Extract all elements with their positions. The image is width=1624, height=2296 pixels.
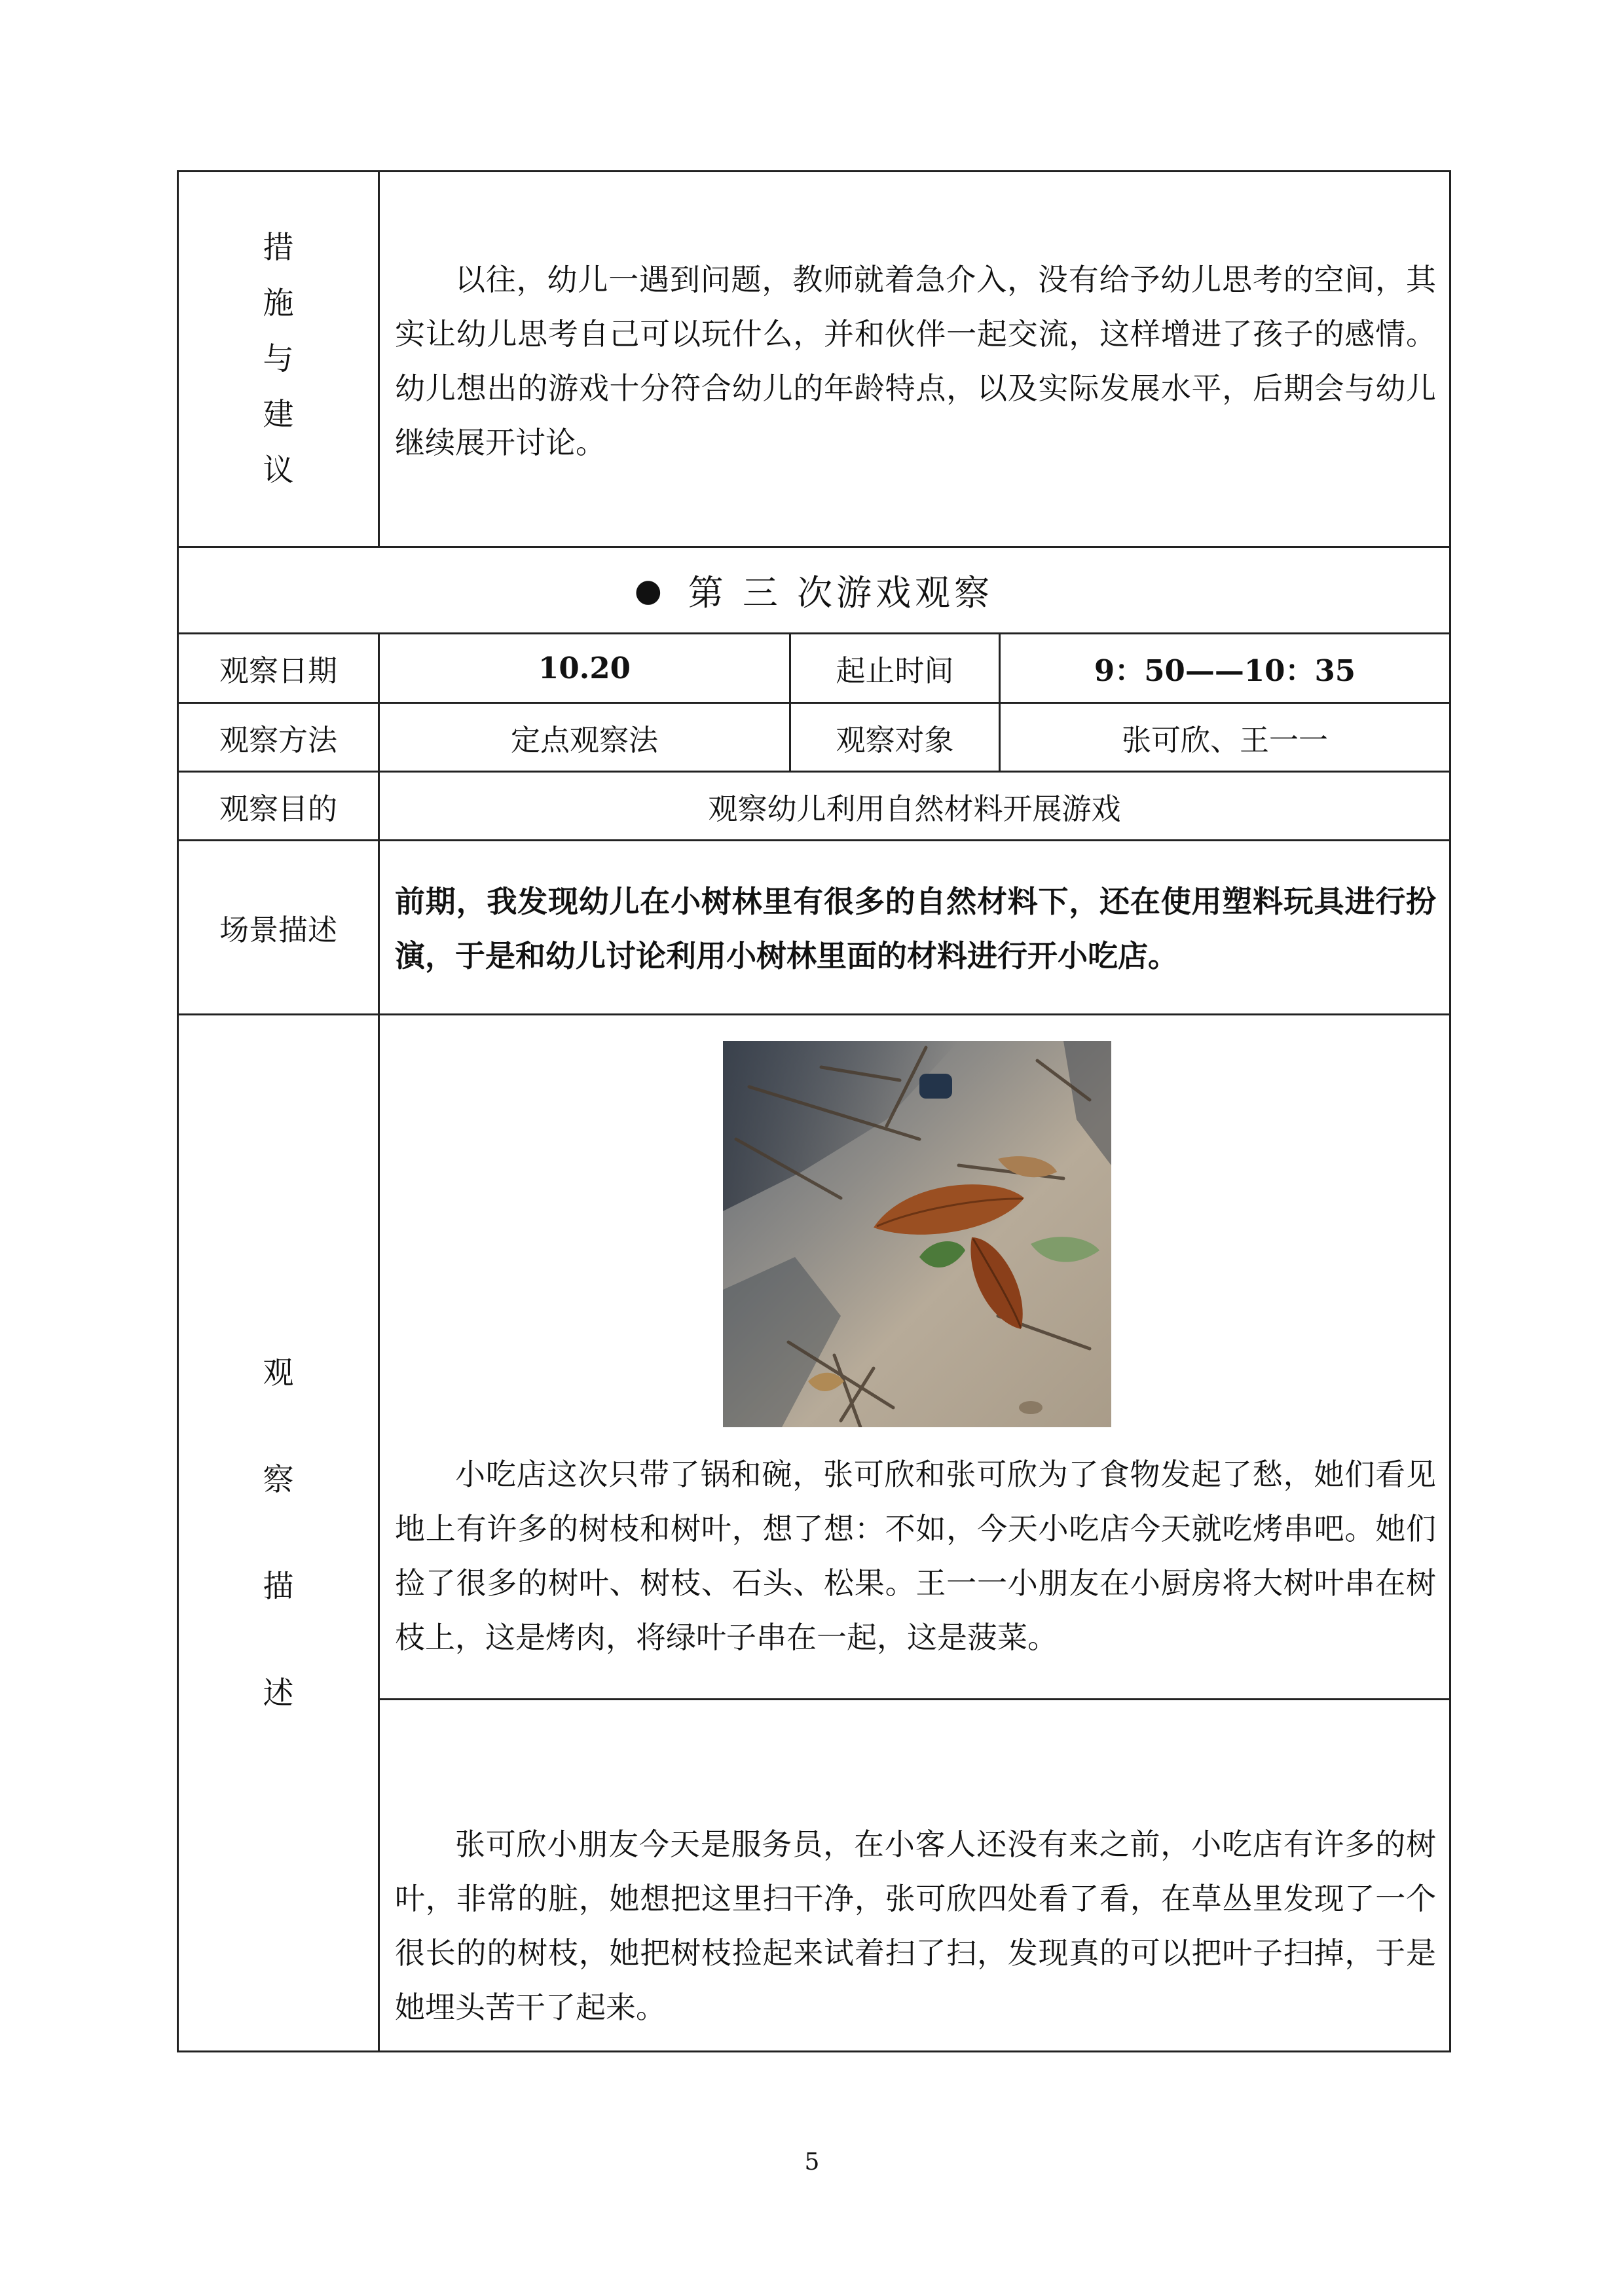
purpose-label: 观察目的 xyxy=(219,791,337,826)
page-number: 5 xyxy=(804,2149,820,2176)
measures-label-char: 施 xyxy=(263,285,294,321)
time-label: 起止时间 xyxy=(836,653,954,688)
bullet-icon: ● xyxy=(634,572,662,609)
measures-label-char: 建 xyxy=(263,397,294,433)
observation-label-char: 察 xyxy=(263,1461,294,1498)
scene-label: 场景描述 xyxy=(219,913,337,947)
table-col-divider xyxy=(378,632,380,2052)
method-value: 定点观察法 xyxy=(510,722,658,757)
table-rule xyxy=(378,1698,1451,1700)
measures-label xyxy=(179,172,378,546)
observation-label-char: 述 xyxy=(263,1675,294,1711)
table-border-right xyxy=(1449,170,1451,2052)
method-label: 观察方法 xyxy=(219,722,337,757)
observation-header xyxy=(179,548,1449,632)
observation-text-2: 张可欣小朋友今天是服务员，在小客人还没有来之前，小吃店有许多的树叶，非常的脏，她想把这里扫干净，张可欣四处看了看，在草丛里发现了一个很长的的树枝，她把树枝捡起来试着扫了扫，发现真的可以把叶子扫掉，于是她埋头苦干了起来。 xyxy=(395,1827,1436,2025)
measures-label-char: 议 xyxy=(263,452,294,488)
observation-photo xyxy=(723,1041,1111,1427)
measures-label-char: 与 xyxy=(263,341,294,377)
target-value: 张可欣、王一一 xyxy=(1121,722,1328,757)
measures-text: 以往，幼儿一遇到问题，教师就着急介入，没有给予幼儿思考的空间，其实让幼儿思考自己可以玩什么，并和伙伴一起交流，这样增进了孩子的感情。幼儿想出的游戏十分符合幼儿的年龄特点，以及实际发展水平，后期会与幼儿继续展开讨论。 xyxy=(395,262,1436,460)
purpose-value: 观察幼儿利用自然材料开展游戏 xyxy=(708,791,1121,826)
observation-text-1: 小吃店这次只带了锅和碗，张可欣和张可欣为了食物发起了愁，她们看见地上有许多的树枝和树叶，想了想：不如，今天小吃店今天就吃烤串吧。她们捡了很多的树叶、树枝、石头、松果。王一一小朋友在小厨房将大树叶串在树枝上，这是烤肉，将绿叶子串在一起，这是菠菜。 xyxy=(395,1457,1436,1655)
date-label: 观察日期 xyxy=(219,653,337,688)
date-value: 10.20 xyxy=(538,651,631,685)
observation-title: 第 三 次游戏观察 xyxy=(688,572,994,613)
measures-label-char: 措 xyxy=(263,230,294,266)
target-label: 观察对象 xyxy=(836,722,954,757)
time-value: 9：50——10：35 xyxy=(1094,653,1356,688)
observation-label xyxy=(179,1015,378,2050)
scene-text: 前期，我发现幼儿在小树林里有很多的自然材料下，还在使用塑料玩具进行扮演，于是和幼儿讨论利用小树林里面的材料进行开小吃店。 xyxy=(395,884,1436,974)
table-col-divider xyxy=(378,170,380,548)
observation-label-char: 描 xyxy=(263,1568,294,1605)
observation-label-char: 观 xyxy=(263,1355,294,1391)
table-border-bottom xyxy=(177,2050,1451,2052)
